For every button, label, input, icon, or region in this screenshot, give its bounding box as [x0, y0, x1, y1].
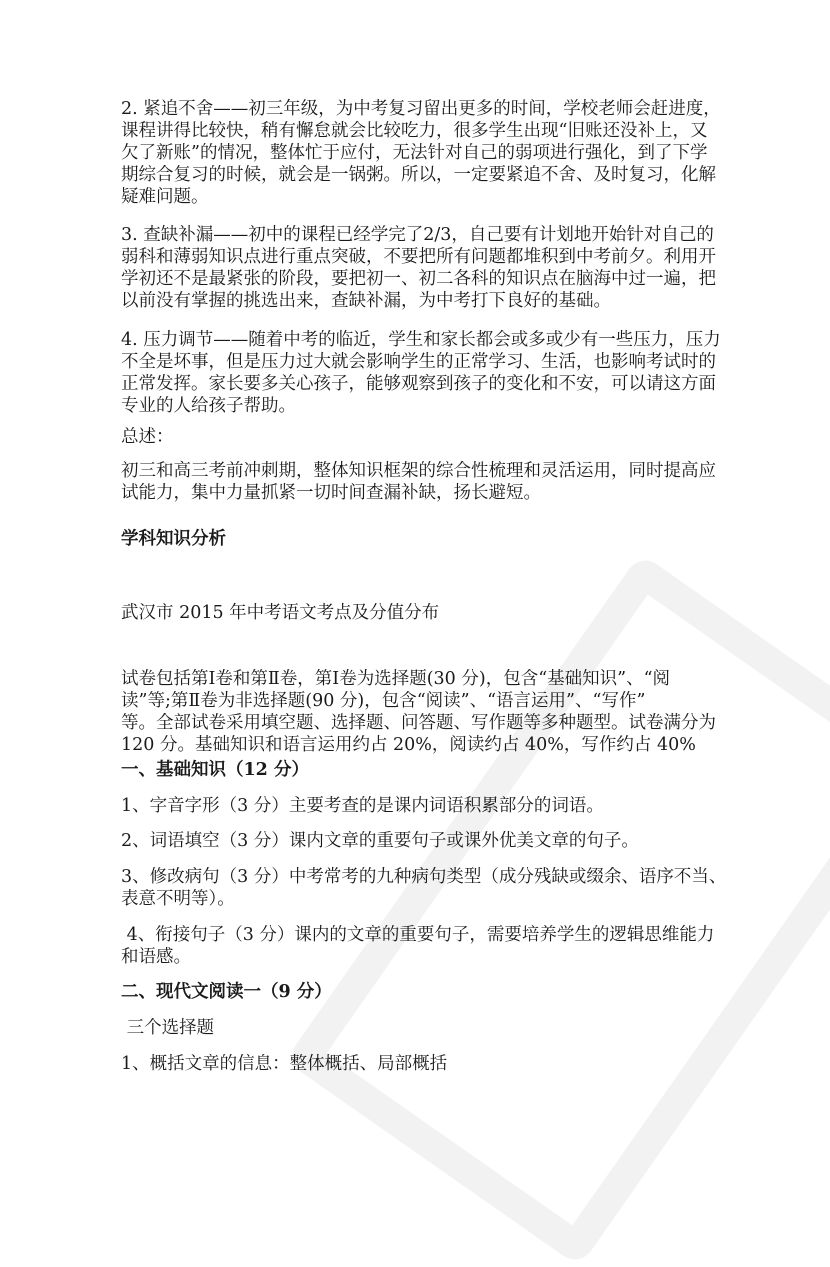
text-line: 三个选择题: [121, 1018, 215, 1038]
text-line: 1、概括文章的信息：整体概括、局部概括: [121, 1054, 448, 1074]
heading-modern-reading: [121, 981, 332, 1003]
text-line: 初三和高三考前冲刺期，整体知识框架的综合性梳理和灵活运用，同时提高应: [121, 461, 716, 481]
text-line: 4、衔接句子（3 分）课内的文章的重要句子，需要培养学生的逻辑思维能力: [121, 925, 715, 945]
list-item: [121, 795, 604, 817]
summary-paragraph: [121, 460, 716, 504]
text-line: 3. 查缺补漏——初中的课程已经学完了2/3，自己要有计划地开始针对自己的: [121, 225, 714, 245]
text-line: 武汉市 2015 年中考语文考点及分值分布: [121, 603, 440, 623]
summary-label: [121, 426, 174, 448]
text-line: 学科知识分析: [121, 529, 226, 549]
text-line: 弱科和薄弱知识点进行重点突破，不要把所有问题都堆积到中考前夕。利用开: [121, 247, 716, 267]
text-line: 欠了新账”的情况，整体忙于应付，无法针对自己的弱项进行强化，到了下学: [121, 143, 708, 163]
list-item: [121, 830, 639, 852]
text-line: 试能力，集中力量抓紧一切时间查漏补缺，扬长避短。: [121, 483, 541, 503]
text-line: 2、词语填空（3 分）课内文章的重要句子或课外优美文章的句子。: [121, 831, 639, 851]
text-line: 4. 压力调节——随着中考的临近，学生和家长都会或多或少有一些压力，压力: [121, 330, 721, 350]
text-line: 读”等;第Ⅱ卷为非选择题(90 分)，包含“阅读”、“语言运用”、“写作”: [121, 691, 646, 711]
text-line: 120 分。基础知识和语言运用约占 20%，阅读约占 40%，写作约占 40%: [121, 735, 696, 755]
text-line: 疑难问题。: [121, 187, 209, 207]
text-line: 期综合复习的时候，就会是一锅粥。所以，一定要紧追不舍、及时复习，化解: [121, 165, 716, 185]
text-line: 学初还不是最紧张的阶段，要把初一、初二各科的知识点在脑海中过一遍，把: [121, 269, 716, 289]
text-line: 1、字音字形（3 分）主要考查的是课内词语积累部分的词语。: [121, 796, 604, 816]
text-line: 一、基础知识（12 分）: [121, 760, 309, 780]
section-heading: [121, 528, 226, 550]
paragraph-fill-gaps: [121, 224, 716, 312]
text-line: 等。全部试卷采用填空题、选择题、问答题、写作题等多种题型。试卷满分为: [121, 713, 716, 733]
paragraph-catch-up: [121, 98, 721, 208]
text-line: 表意不明等）。: [121, 889, 235, 909]
paragraph-pressure: [121, 329, 721, 417]
text-line: 以前没有掌握的挑选出来，查缺补漏，为中考打下良好的基础。: [121, 291, 611, 311]
list-item: [121, 1053, 447, 1075]
text-line: 3、修改病句（3 分）中考常考的九种病句类型（成分残缺或缀余、语序不当、: [121, 867, 727, 887]
list-label: [121, 1017, 214, 1039]
text-line: 和语感。: [121, 947, 191, 967]
text-line: 2. 紧追不舍——初三年级，为中考复习留出更多的时间，学校老师会赶进度，: [121, 99, 721, 119]
text-line: 二、现代文阅读一（9 分）: [121, 982, 332, 1002]
text-line: 试卷包括第Ⅰ卷和第Ⅱ卷，第Ⅰ卷为选择题(30 分)，包含“基础知识”、“阅: [121, 669, 671, 689]
text-line: 正常发挥。家长要多关心孩子，能够观察到孩子的变化和不安，可以请这方面: [121, 374, 716, 394]
paragraph-exam-structure: [121, 668, 716, 756]
text-line: 不全是坏事，但是压力过大就会影响学生的正常学习、生活，也影响考试时的: [121, 352, 716, 372]
text-line: 课程讲得比较快，稍有懈怠就会比较吃力，很多学生出现“旧账还没补上，又: [121, 121, 708, 141]
text-line: 总述：: [121, 427, 174, 447]
text-line: 专业的人给孩子帮助。: [121, 396, 296, 416]
subtitle: [121, 602, 439, 624]
list-item: [121, 866, 726, 910]
list-item: [121, 924, 714, 968]
heading-basic-knowledge: [121, 759, 309, 781]
